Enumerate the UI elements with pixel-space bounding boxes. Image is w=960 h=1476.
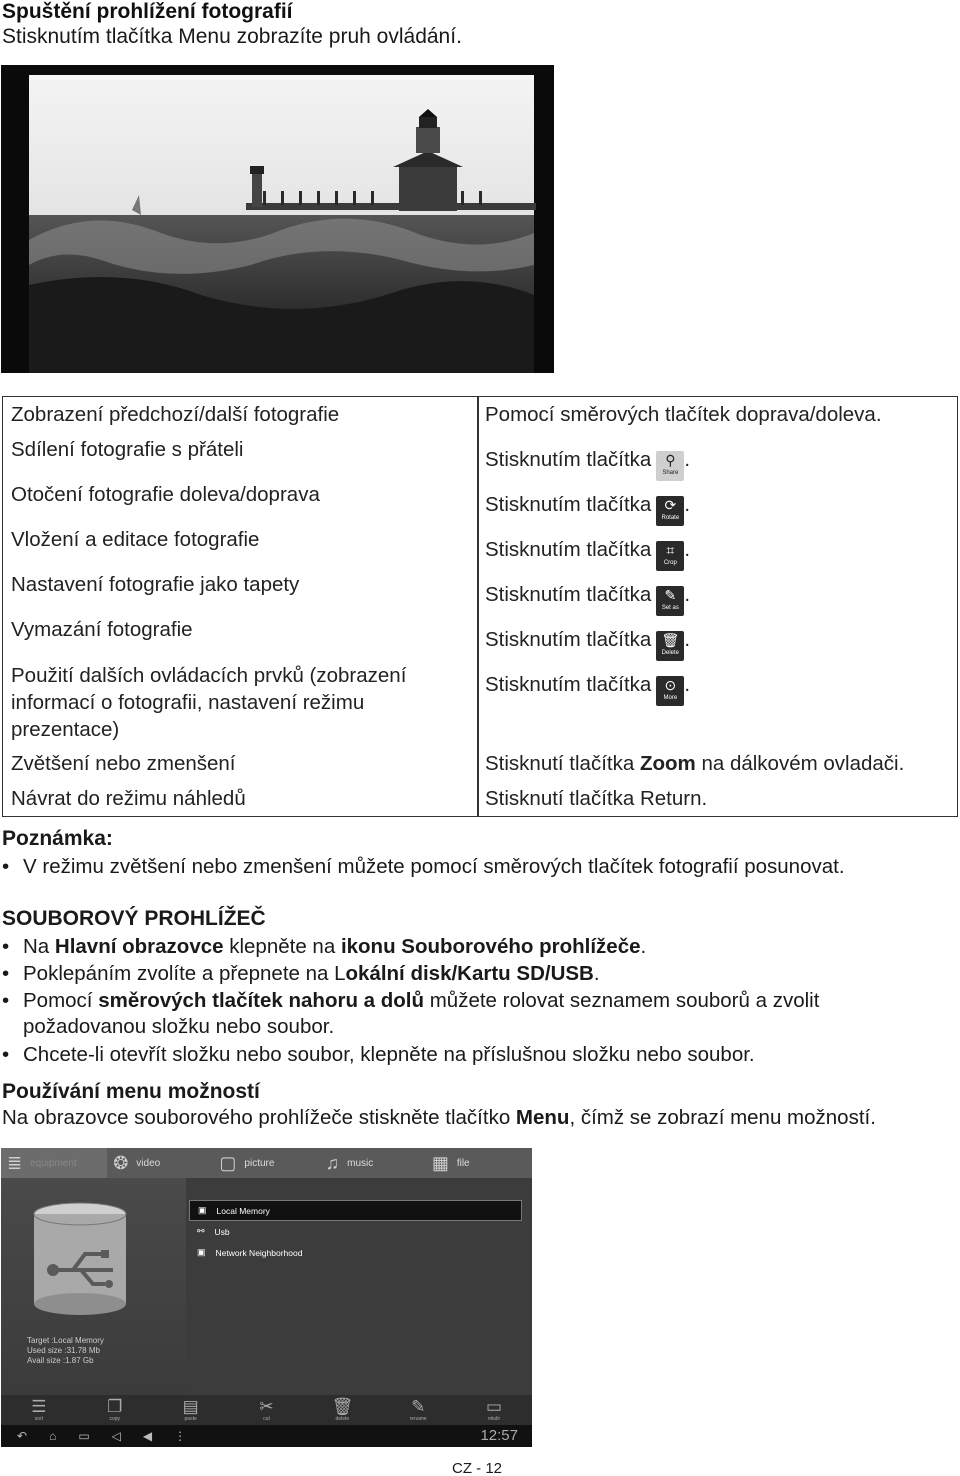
list-item-label: Usb (214, 1226, 230, 1237)
period: . (684, 583, 691, 606)
table-cell-left: Otočení fotografie doleva/doprava (11, 483, 320, 506)
rename-button[interactable] (380, 1395, 456, 1425)
usb-icon: ⚯ (197, 1226, 205, 1236)
table-cell-right (485, 750, 904, 777)
period: . (684, 493, 691, 516)
period: . (684, 538, 691, 561)
table-cell-right (485, 626, 690, 661)
list-item (2, 960, 600, 987)
page-number: CZ - 12 (452, 1460, 503, 1476)
options-heading: Používání menu možností (2, 1080, 260, 1103)
tab-equipment[interactable] (1, 1148, 107, 1178)
share-icon: ⚲ (665, 452, 676, 468)
tab-picture[interactable] (213, 1148, 319, 1178)
text: Chcete-li otevřít složku nebo soubor, klepněte na příslušnou složku nebo soubor. (23, 1043, 755, 1066)
badge-label: Rotate (661, 515, 680, 521)
period: . (684, 673, 691, 696)
crop-badge (656, 541, 684, 571)
bullet-icon: • (2, 1043, 10, 1066)
badge-label: Crop (663, 560, 677, 566)
tool-label: copy (109, 1416, 121, 1422)
delete-file-button[interactable] (304, 1395, 380, 1425)
table-cell-right (485, 446, 690, 481)
tab-file[interactable] (426, 1148, 532, 1178)
note-heading: Poznámka: (2, 827, 113, 850)
text: . (593, 962, 600, 985)
table-cell-left: Vložení a editace fotografie (11, 528, 260, 551)
back-icon[interactable]: ↶ (17, 1429, 28, 1443)
table-cell-right (485, 671, 690, 706)
text: klepněte na (223, 935, 341, 958)
list-item-label: Local Memory (216, 1205, 270, 1216)
badge-label: Delete (661, 650, 680, 656)
list-item (2, 987, 819, 1014)
table-cell-right: Stisknutí tlačítka Return. (485, 787, 708, 810)
usb-disk-icon (25, 1200, 135, 1320)
text: Na obrazovce souborového prohlížeče stiskněte tlačítko (2, 1106, 516, 1129)
tab-music[interactable] (320, 1148, 426, 1178)
more-icon: ⊙ (664, 677, 677, 693)
category-tabs (1, 1148, 532, 1178)
badge-label: More (663, 695, 678, 701)
tab-label: file (456, 1157, 470, 1169)
delete-badge (656, 631, 684, 661)
table-cell-left: Použití dalších ovládacích prvků (zobrazení (11, 664, 407, 687)
press-text: Stisknutím tlačítka (485, 673, 652, 696)
text-bold: Hlavní obrazovce (54, 935, 224, 958)
folder-icon: ▭ (486, 1397, 503, 1416)
volume-up-icon[interactable]: ◀ (142, 1429, 153, 1443)
bullet-icon: • (2, 855, 10, 878)
avail-size-text: Avail size :1.87 Gb (27, 1356, 94, 1365)
text: Poklepáním zvolíte a přepnete na L (23, 962, 346, 985)
cut-button[interactable] (229, 1395, 305, 1425)
list-item (2, 933, 646, 960)
table-cell-right (485, 491, 690, 526)
tab-label: equipment (30, 1157, 77, 1169)
tool-label: paste (184, 1416, 197, 1422)
bullet-icon: • (2, 935, 10, 958)
paste-button[interactable] (153, 1395, 229, 1425)
table-cell-right (485, 536, 690, 571)
picture-icon: ▢ (219, 1152, 237, 1173)
recent-apps-icon[interactable]: ▭ (78, 1429, 90, 1443)
photo-viewer-screenshot (1, 65, 554, 373)
tool-label: mkdir (487, 1416, 501, 1422)
text: , čímž se zobrazí menu možností. (569, 1106, 876, 1129)
text-bold: ikonu Souborového prohlížeče (340, 935, 641, 958)
text-bold: okální disk/Kartu SD/USB (345, 962, 594, 985)
text: můžete rolovat seznamem souborů a zvolit (424, 989, 820, 1012)
grid-icon: ▦ (431, 1152, 449, 1173)
badge-label: Set as (661, 605, 679, 611)
set-as-icon: ✎ (664, 587, 677, 603)
options-toolbar (1, 1395, 532, 1425)
table-cell-right: Pomocí směrových tlačítek doprava/doleva. (485, 403, 882, 426)
text: . (640, 935, 647, 958)
pencil-icon: ✎ (411, 1397, 426, 1416)
tool-label: sort (34, 1416, 44, 1422)
table-cell-left: Zvětšení nebo zmenšení (11, 752, 236, 775)
list-item-usb[interactable] (189, 1221, 522, 1242)
network-icon: ▣ (197, 1247, 206, 1257)
section-title-photo-viewing: Spuštění prohlížení fotografií (2, 0, 293, 23)
bullet-icon: • (2, 989, 10, 1012)
target-text: Target :Local Memory (27, 1336, 104, 1345)
press-text: Stisknutím tlačítka (485, 538, 652, 561)
tool-label: rename (409, 1416, 427, 1422)
lighthouse-photo (1, 65, 554, 373)
tab-label: picture (244, 1157, 275, 1169)
table-cell-left: Návrat do režimu náhledů (11, 787, 246, 810)
zoom-key: Zoom (639, 752, 696, 775)
more-badge (656, 676, 684, 706)
period: . (684, 628, 691, 651)
table-cell-right (485, 581, 690, 616)
tool-label: delete (335, 1416, 350, 1422)
tab-label: music (347, 1157, 374, 1169)
menu-icon[interactable]: ⋮ (174, 1429, 187, 1443)
trash-icon: 🗑 (331, 1397, 354, 1416)
used-size-text: Used size :31.78 Mb (27, 1346, 100, 1355)
sort-button[interactable] (1, 1395, 77, 1425)
file-browser-screenshot (1, 1148, 532, 1447)
storage-icon: ≣ (7, 1152, 23, 1173)
clock: 12:57 (480, 1427, 518, 1444)
text: Na (23, 935, 55, 958)
storage-list (189, 1200, 522, 1263)
table-cell-left: informací o fotografii, nastavení režimu (11, 691, 365, 714)
text-bold: směrových tlačítek nahoru a dolů (98, 989, 425, 1012)
copy-icon: ❐ (107, 1397, 123, 1416)
film-reel-icon: ❂ (113, 1152, 129, 1173)
list-item-label: Network Neighborhood (215, 1247, 303, 1258)
note-bullet (2, 853, 845, 880)
table-divider (477, 397, 479, 816)
delete-icon: 🗑 (661, 632, 680, 648)
list-item-continuation: požadovanou složku nebo soubor. (23, 1015, 335, 1038)
tab-label: video (136, 1157, 161, 1169)
table-cell-left: prezentace) (11, 718, 120, 741)
table-cell-left: Sdílení fotografie s přáteli (11, 438, 244, 461)
table-cell-left: Vymazání fotografie (11, 618, 193, 641)
note-text: V režimu zvětšení nebo zmenšení můžete pomocí směrových tlačítek fotografií posunovat. (23, 855, 845, 878)
storage-panel (1, 1178, 186, 1408)
list-item (2, 1041, 755, 1068)
scissors-icon: ✂ (259, 1397, 274, 1416)
sort-icon: ☰ (31, 1397, 47, 1416)
list-item-local-memory[interactable] (189, 1200, 522, 1221)
storage-info (27, 1336, 104, 1366)
home-icon[interactable]: ⌂ (49, 1429, 57, 1443)
tab-video[interactable] (107, 1148, 213, 1178)
rotate-badge (656, 496, 684, 526)
mkdir-button[interactable] (456, 1395, 532, 1425)
list-item-network[interactable] (189, 1242, 522, 1263)
memory-icon: ▣ (198, 1205, 207, 1215)
intro-text: Stisknutím tlačítka Menu zobrazíte pruh ovládání. (2, 25, 462, 48)
press-text: Stisknutím tlačítka (485, 583, 652, 606)
crop-icon: ⌗ (666, 542, 675, 558)
share-badge (656, 451, 684, 481)
options-text (2, 1106, 876, 1130)
system-nav-bar (1, 1425, 532, 1447)
text: Pomocí (23, 989, 99, 1012)
press-text: Stisknutím tlačítka (485, 493, 652, 516)
bullet-icon: • (2, 962, 10, 985)
volume-down-icon[interactable]: ◁ (111, 1429, 121, 1443)
tool-label: cut (263, 1416, 270, 1422)
rotate-icon: ⟳ (664, 497, 677, 513)
press-text: Stisknutím tlačítka (485, 448, 652, 471)
period: . (684, 448, 691, 471)
table-cell-left: Zobrazení předchozí/další fotografie (11, 403, 340, 426)
paste-icon: ▤ (182, 1397, 199, 1416)
copy-button[interactable] (77, 1395, 153, 1425)
press-text: Stisknutím tlačítka (485, 628, 652, 651)
file-browser-heading: SOUBOROVÝ PROHLÍŽEČ (2, 907, 266, 930)
table-cell-left: Nastavení fotografie jako tapety (11, 573, 300, 596)
zoom-text: Stisknutí tlačítka (485, 752, 640, 775)
zoom-text-end: na dálkovém ovladači. (695, 752, 905, 775)
music-icon: ♫ (325, 1152, 340, 1173)
set-as-badge (656, 586, 684, 616)
text-bold: Menu (515, 1106, 570, 1129)
badge-label: Share (662, 470, 679, 476)
